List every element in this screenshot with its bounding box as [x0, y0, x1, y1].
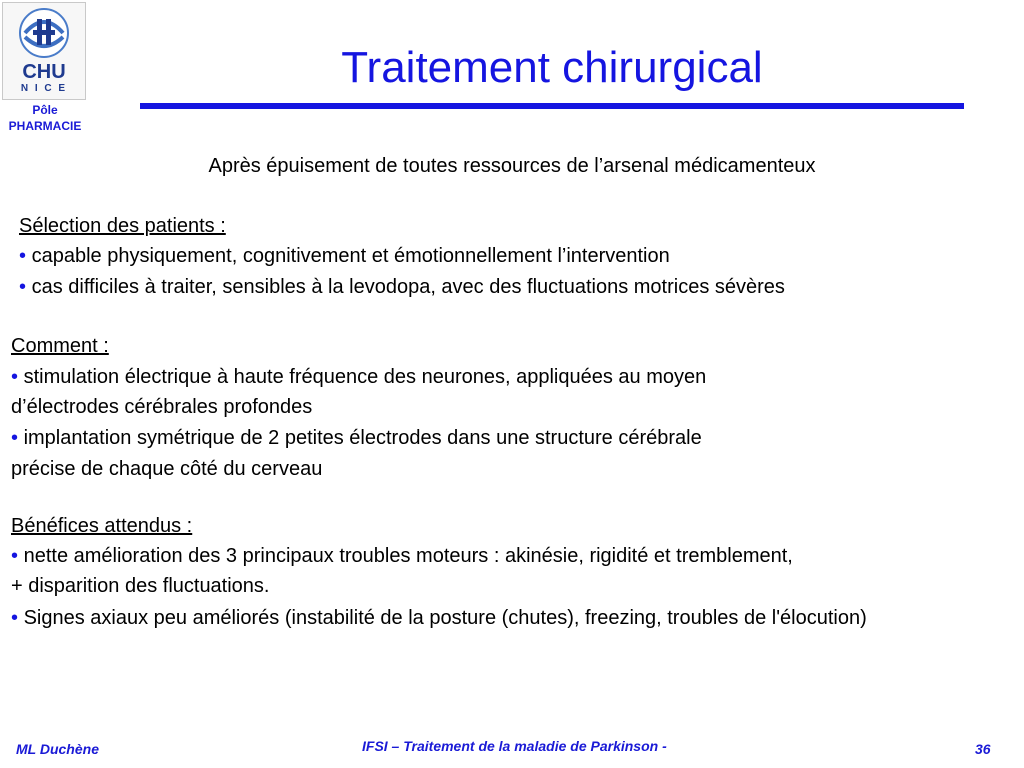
selection-heading: Sélection des patients : [19, 215, 226, 237]
footer-course: IFSI – Traitement de la maladie de Parkinson - [362, 738, 667, 754]
bullet-text: stimulation électrique à haute fréquence des neurones, appliquées au moyen [23, 366, 707, 388]
intro-text: Après épuisement de toutes ressources de l’arsenal médicamenteux [208, 155, 816, 177]
bullet-icon: • [19, 245, 27, 267]
bullet-icon: • [11, 545, 19, 567]
benefits-bullet-continuation: + disparition des fluctuations. [11, 575, 270, 597]
selection-bullet [19, 241, 670, 271]
pole-label-line1: Pôle [32, 103, 58, 117]
bullet-icon: • [11, 427, 19, 449]
comment-bullet-continuation: précise de chaque côté du cerveau [11, 458, 323, 480]
bullet-text: implantation symétrique de 2 petites électrodes dans une structure cérébrale [23, 427, 702, 449]
bullet-text: capable physiquement, cognitivement et émotionnellement l’intervention [31, 245, 670, 267]
bullet-text: cas difficiles à traiter, sensibles à la levodopa, avec des fluctuations motrices sévères [31, 276, 785, 298]
comment-bullet [11, 362, 706, 392]
comment-bullet-continuation: d’électrodes cérébrales profondes [11, 396, 313, 418]
selection-bullet [19, 272, 785, 302]
benefits-bullet [11, 603, 1012, 633]
page-number: 36 [975, 741, 991, 757]
bullet-text: Signes axiaux peu améliorés (instabilité de la posture (chutes), freezing, troubles de l'élocution) [23, 607, 867, 629]
logo-name: CHU [22, 61, 66, 83]
title-underline [140, 103, 964, 109]
pole-label-line2: PHARMACIE [8, 119, 82, 133]
slide-title: Traitement chirurgical [341, 43, 763, 92]
bullet-icon: • [19, 276, 27, 298]
bullet-text: nette amélioration des 3 principaux troubles moteurs : akinésie, rigidité et tremblement, [23, 545, 793, 567]
footer-author: ML Duchène [16, 741, 99, 757]
bullet-icon: • [11, 366, 19, 388]
comment-bullet [11, 423, 702, 453]
benefits-heading: Bénéfices attendus : [11, 515, 193, 537]
comment-heading: Comment : [11, 335, 109, 357]
logo-city: N I C E [20, 83, 68, 94]
hospital-emblem-icon [3, 5, 85, 61]
chu-nice-logo [2, 2, 86, 100]
bullet-icon: • [11, 607, 19, 629]
benefits-bullet [11, 541, 793, 571]
